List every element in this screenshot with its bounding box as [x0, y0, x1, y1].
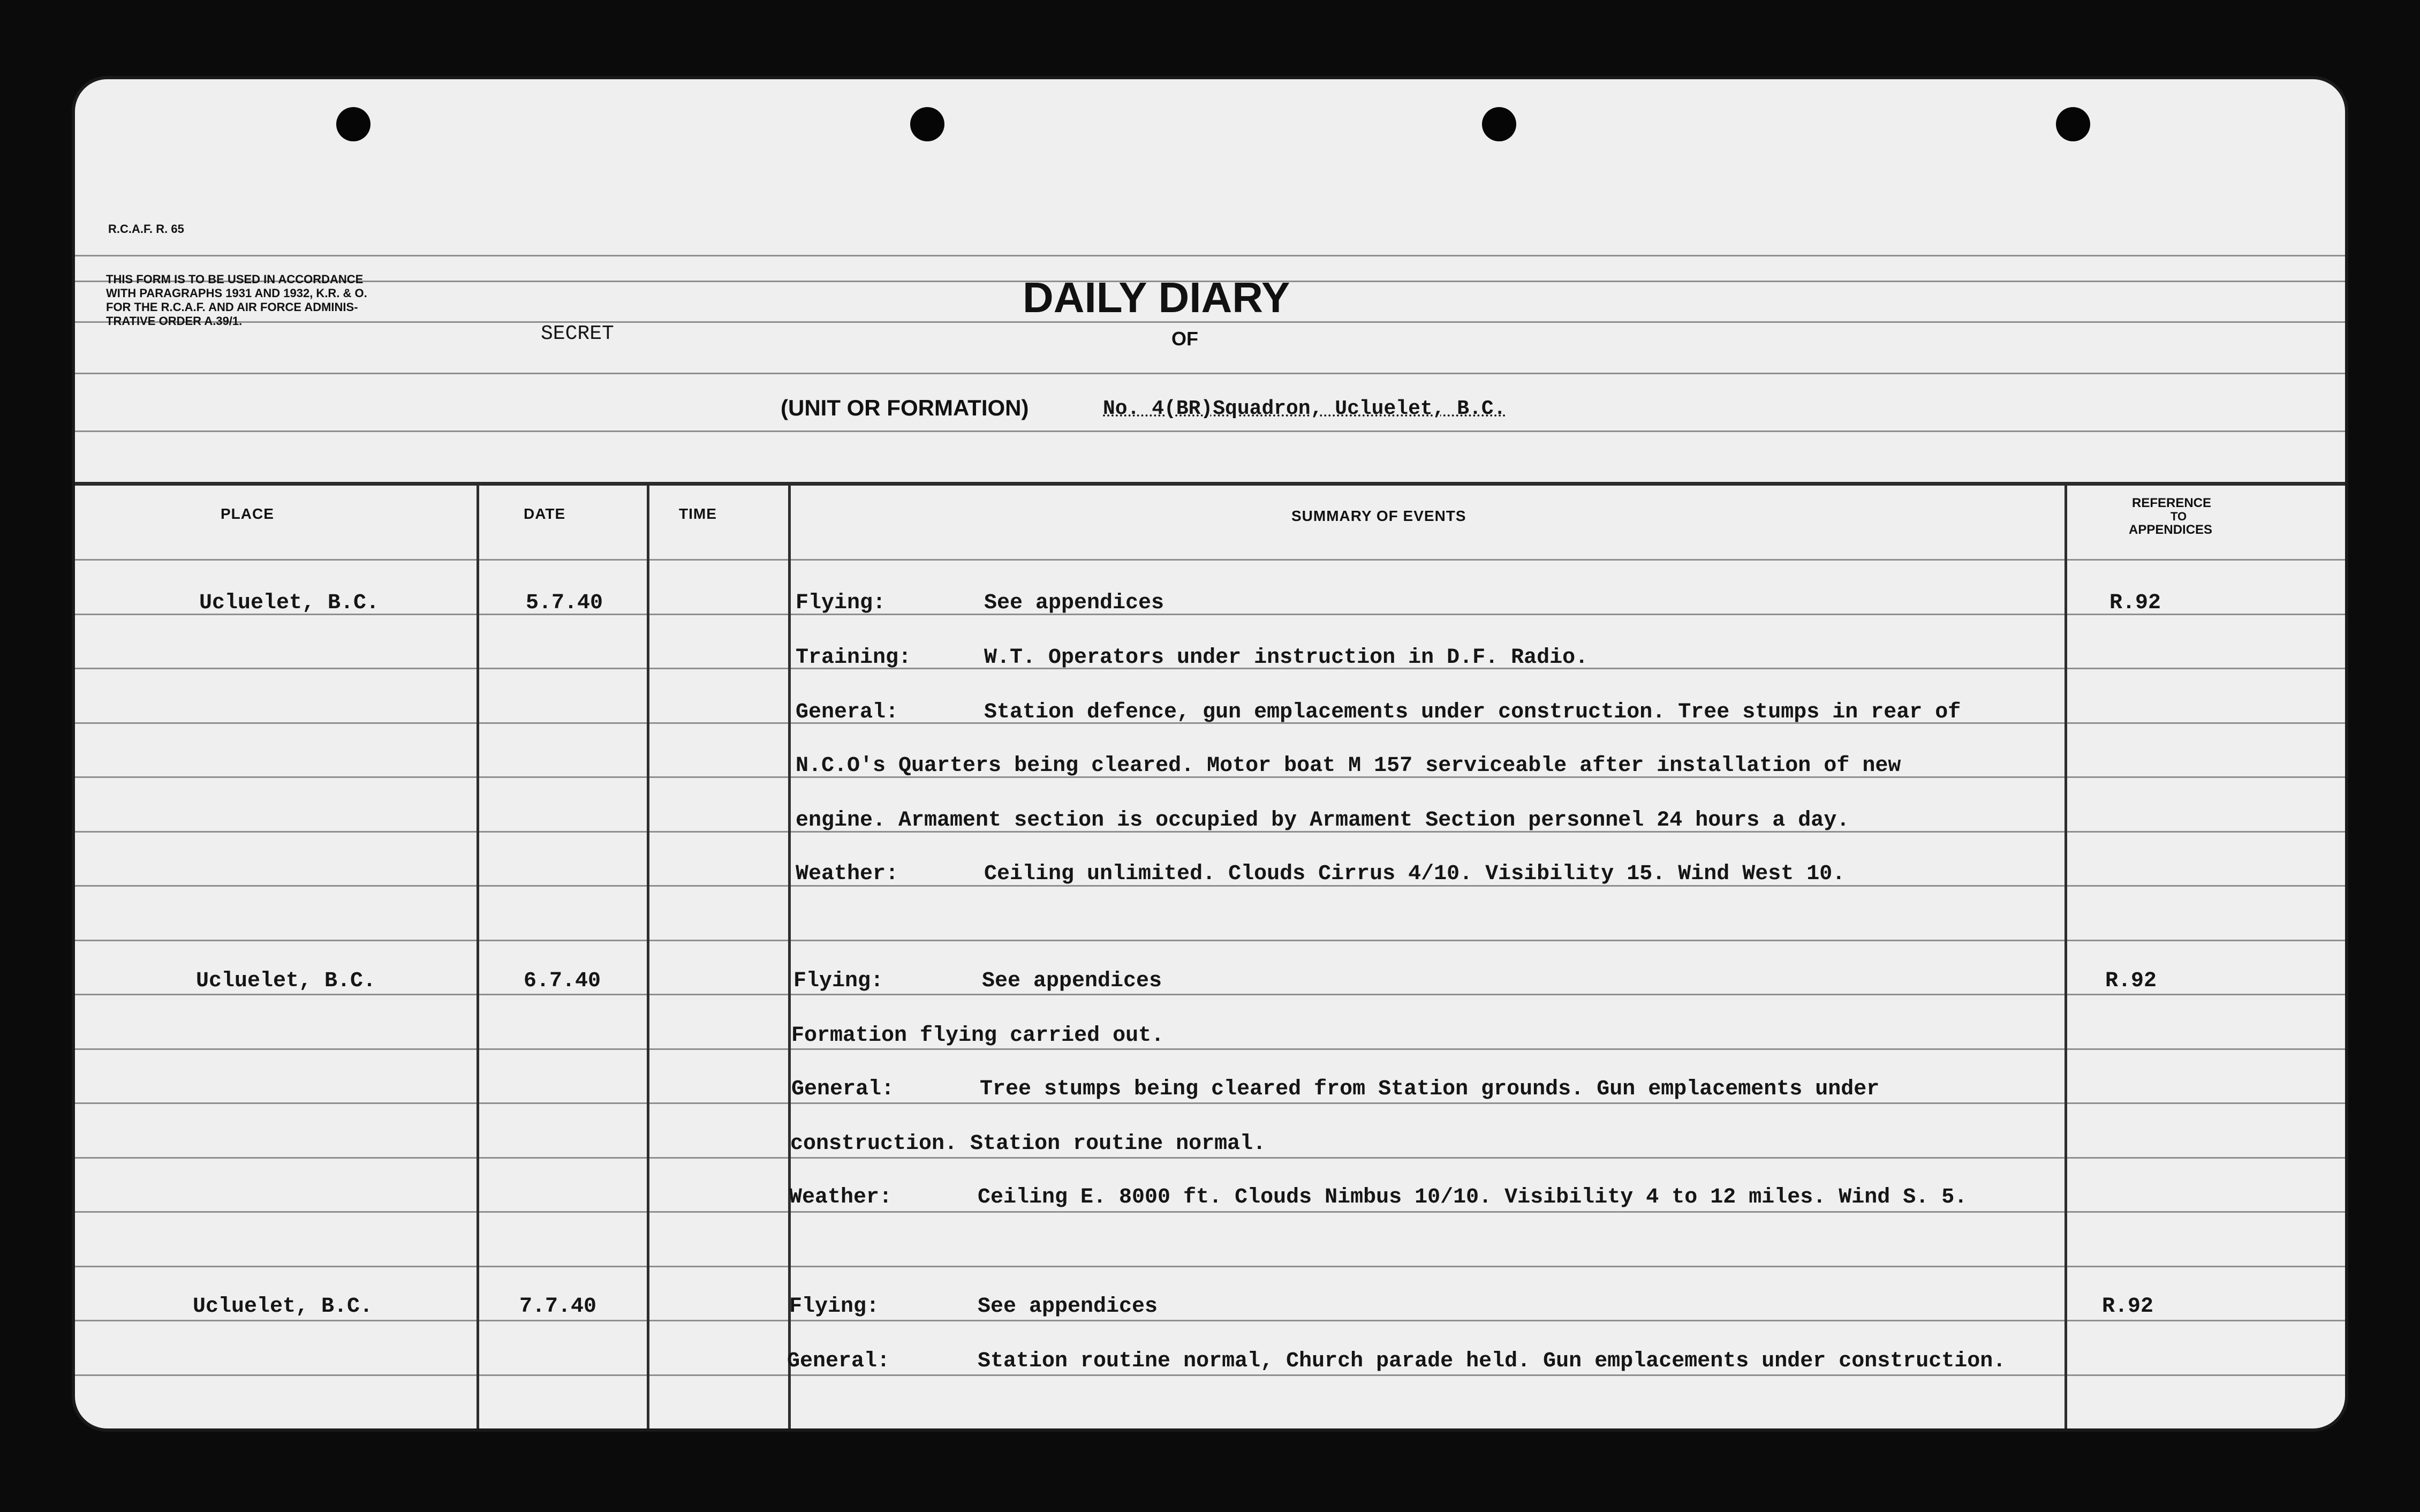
entry-line-text: N.C.O's Quarters being cleared. Motor boat M 157 serviceable after installation of new: [796, 754, 1901, 778]
col-divider: [647, 485, 649, 1428]
entry-date: 6.7.40: [524, 969, 601, 993]
entry-date: 5.7.40: [526, 591, 603, 615]
entry-line-text: Ceiling E. 8000 ft. Clouds Nimbus 10/10. Visibility 4 to 12 miles. Wind S. 5.: [978, 1185, 1968, 1209]
form-instruction-1: THIS FORM IS TO BE USED IN ACCORDANCE: [106, 273, 364, 286]
entry-line-label: Weather:: [796, 862, 899, 886]
punch-hole: [2056, 107, 2090, 141]
col-divider: [2064, 485, 2067, 1428]
col-reference-1: REFERENCE: [2132, 496, 2212, 510]
entry-line-text: See appendices: [982, 969, 1162, 993]
entry-line-text: Formation flying carried out.: [791, 1024, 1164, 1048]
col-place: PLACE: [221, 505, 274, 522]
ruled-line: [75, 1374, 2345, 1376]
entry-line-label: Training:: [796, 646, 912, 670]
punch-hole: [336, 107, 370, 141]
col-date: DATE: [524, 505, 566, 522]
punch-hole: [910, 107, 944, 141]
ruled-line: [75, 1211, 2345, 1213]
entry-line-label: Weather:: [789, 1185, 893, 1209]
entry-line-text: construction. Station routine normal.: [790, 1132, 1266, 1156]
entry-line-label: Flying:: [796, 591, 886, 615]
entry-line-text: engine. Armament section is occupied by Armament Section personnel 24 hours a day.: [796, 808, 1850, 833]
ruled-line: [75, 1102, 2345, 1104]
unit-label: (UNIT OR FORMATION): [781, 395, 1029, 420]
entry-line-text: Tree stumps being cleared from Station grounds. Gun emplacements under: [980, 1077, 1880, 1101]
col-reference-2: TO: [2171, 510, 2187, 523]
entry-place: Ucluelet, B.C.: [196, 969, 376, 993]
ruled-line: [75, 614, 2345, 615]
form-instruction-2: WITH PARAGRAPHS 1931 AND 1932, K.R. & O.: [106, 286, 367, 300]
rule: [75, 255, 2345, 256]
col-reference-3: APPENDICES: [2129, 523, 2213, 537]
title-of: OF: [1171, 328, 1198, 350]
entry-line-text: Station routine normal, Church parade held. Gun emplacements under construction.: [978, 1349, 2006, 1373]
punch-hole: [1482, 107, 1516, 141]
rule: [75, 373, 2345, 374]
entry-line-text: Ceiling unlimited. Clouds Cirrus 4/10. Visibility 15. Wind West 10.: [984, 862, 1846, 886]
rule: [75, 430, 2345, 432]
unit-value: No. 4(BR)Squadron, Ucluelet, B.C.: [1103, 397, 1506, 420]
entry-line-label: Flying:: [789, 1295, 880, 1319]
ruled-line: [75, 559, 2345, 561]
entry-line-text: Station defence, gun emplacements under construction. Tree stumps in rear of: [984, 700, 1961, 724]
classification: SECRET: [541, 322, 614, 345]
form-instruction-4: TRATIVE ORDER A.39/1.: [106, 314, 243, 328]
diary-form-card: [75, 79, 2345, 1428]
entry-line-text: See appendices: [978, 1295, 1158, 1319]
ruled-line: [75, 1320, 2345, 1321]
form-code: R.C.A.F. R. 65: [108, 222, 184, 236]
entry-place: Ucluelet, B.C.: [193, 1295, 373, 1319]
ruled-line: [75, 1266, 2345, 1267]
entry-ref: R.92: [2102, 1295, 2154, 1319]
entry-line-label: Flying:: [793, 969, 884, 993]
entry-place: Ucluelet, B.C.: [199, 591, 380, 615]
ruled-line: [75, 1157, 2345, 1159]
entry-line-text: W.T. Operators under instruction in D.F. Radio.: [984, 646, 1589, 670]
ruled-line: [75, 1048, 2345, 1050]
ruled-line: [75, 994, 2345, 995]
entry-date: 7.7.40: [519, 1295, 597, 1319]
header-rule: [75, 482, 2345, 486]
col-divider: [477, 485, 479, 1428]
entry-ref: R.92: [2109, 591, 2161, 615]
entry-line-text: See appendices: [984, 591, 1164, 615]
page-title: DAILY DIARY: [1023, 274, 1290, 321]
entry-line-label: General:: [796, 700, 899, 724]
entry-ref: R.92: [2105, 969, 2157, 993]
entry-line-label: General:: [787, 1349, 890, 1373]
ruled-line: [75, 940, 2345, 941]
col-summary: SUMMARY OF EVENTS: [1291, 508, 1466, 524]
col-time: TIME: [679, 505, 717, 522]
entry-line-label: General:: [791, 1077, 895, 1101]
form-instruction-3: FOR THE R.C.A.F. AND AIR FORCE ADMINIS-: [106, 300, 358, 314]
col-divider: [788, 485, 791, 1428]
